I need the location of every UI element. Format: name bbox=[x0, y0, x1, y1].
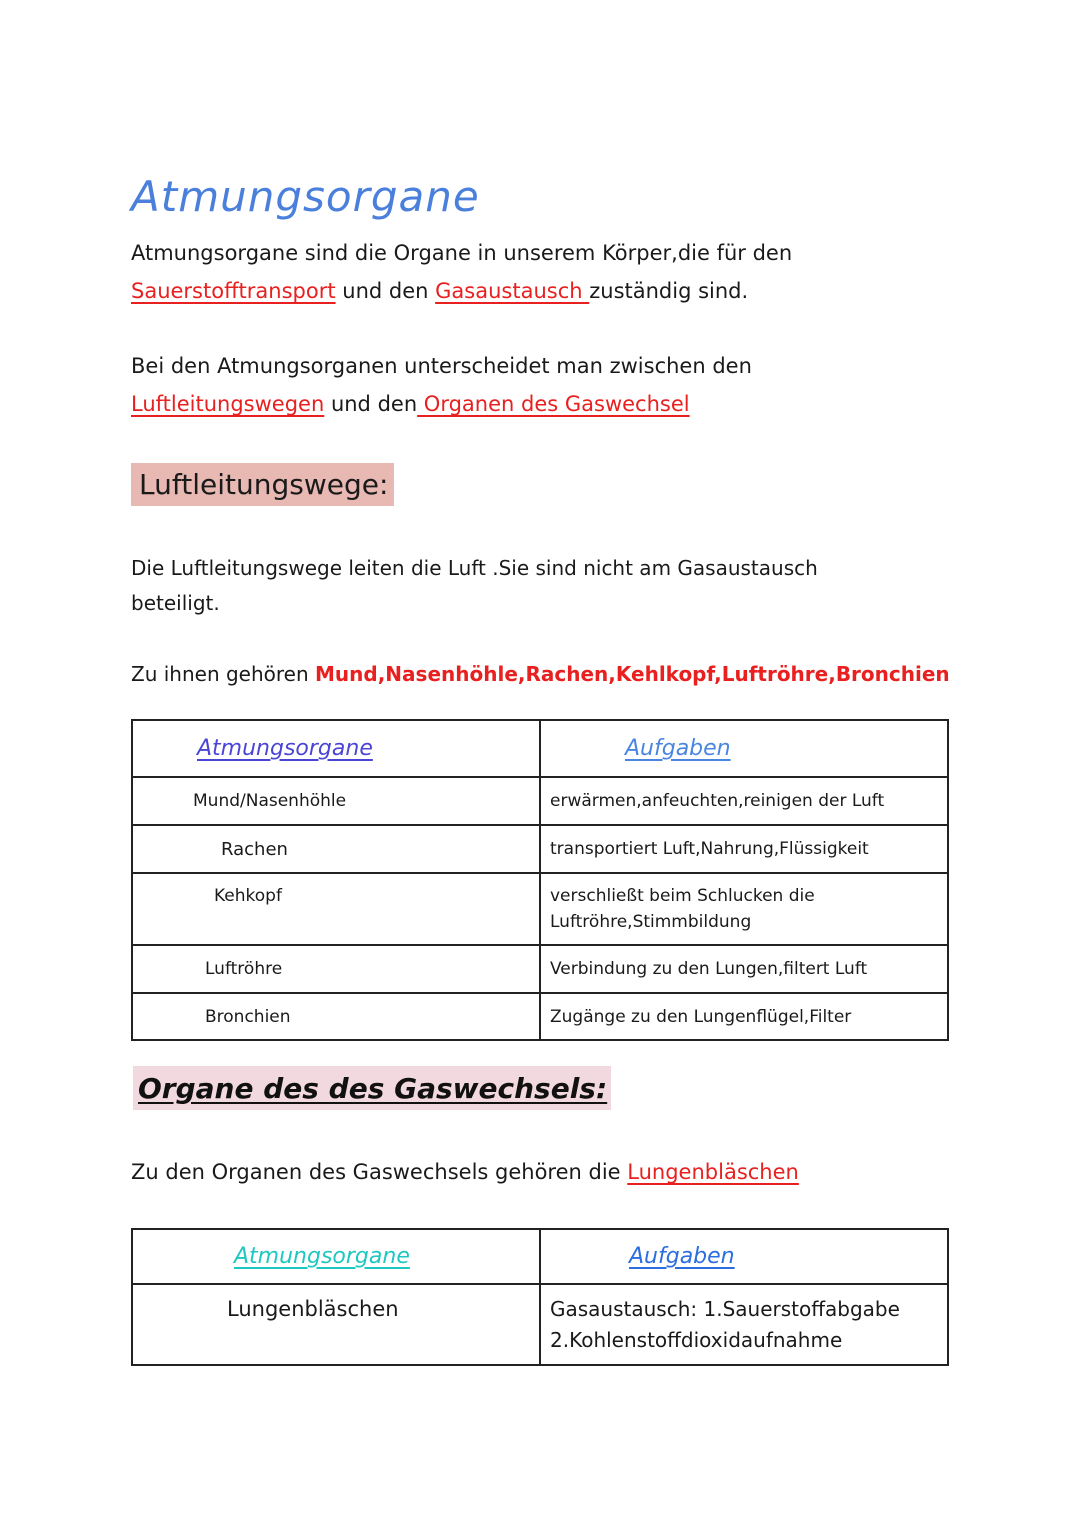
table-row: Mund/Nasenhöhle erwärmen,anfeuchten,reinigen der Luft bbox=[132, 777, 948, 825]
distinction-line-1: Bei den Atmungsorganen unterscheidet man zwischen den bbox=[131, 354, 752, 378]
members-list: Mund,Nasenhöhle,Rachen,Kehlkopf,Luftröhre,Bronchien bbox=[315, 662, 950, 686]
distinction-line-2: Luftleitungswegen und den Organen des Gaswechsel bbox=[131, 392, 690, 416]
table-header-cell: Atmungsorgane bbox=[132, 1229, 540, 1284]
table-row: Luftröhre Verbindung zu den Lungen,filtert Luft bbox=[132, 945, 948, 993]
section2-members: Zu den Organen des Gaswechsels gehören die Lungenbläschen bbox=[131, 1160, 799, 1184]
intro-paragraph bbox=[131, 234, 792, 310]
intro-line-1: Atmungsorgane sind die Organe in unserem Körper,die für den bbox=[131, 241, 793, 265]
table-gaswechsel bbox=[131, 1228, 949, 1366]
distinction-paragraph bbox=[131, 347, 752, 423]
term-lungenblaschen: Lungenbläschen bbox=[627, 1160, 799, 1184]
table-row: Lungenbläschen Gasaustausch: 1.Sauerstoffabgabe 2.Kohlenstoffdioxidaufnahme bbox=[132, 1284, 948, 1365]
table-header-cell: Aufgaben bbox=[540, 720, 948, 777]
table-row: Bronchien Zugänge zu den Lungenflügel,Filter bbox=[132, 993, 948, 1040]
table-row: Rachen transportiert Luft,Nahrung,Flüssigkeit bbox=[132, 825, 948, 873]
section1-description: Die Luftleitungswege leiten die Luft .Sie sind nicht am Gasaustausch beteiligt. bbox=[131, 556, 818, 615]
intro-line-2: Sauerstofftransport und den Gasaustausch zuständig sind. bbox=[131, 279, 749, 303]
table-luftleitungswege bbox=[131, 719, 949, 1041]
term-gasaustausch: Gasaustausch bbox=[435, 279, 590, 303]
table-header-cell: Atmungsorgane bbox=[132, 720, 540, 777]
section-heading-luftleitungswege: Luftleitungswege: bbox=[131, 463, 394, 506]
table-row: Kehkopf verschließt beim Schlucken die Luftröhre,Stimmbildung bbox=[132, 873, 948, 945]
page-title: Atmungsorgane bbox=[131, 172, 480, 221]
term-luftleitungswegen: Luftleitungswegen bbox=[131, 392, 325, 416]
table-header-cell: Aufgaben bbox=[540, 1229, 948, 1284]
section-heading-gaswechsel: Organe des des Gaswechsels: bbox=[133, 1066, 611, 1110]
table-header-row bbox=[132, 720, 948, 777]
term-organe-gaswechsel: Organen des Gaswechsel bbox=[417, 392, 690, 416]
term-sauerstofftransport: Sauerstofftransport bbox=[131, 279, 336, 303]
section1-members: Zu ihnen gehören Mund,Nasenhöhle,Rachen,Kehlkopf,Luftröhre,Bronchien bbox=[131, 662, 950, 686]
table-header-row bbox=[132, 1229, 948, 1284]
